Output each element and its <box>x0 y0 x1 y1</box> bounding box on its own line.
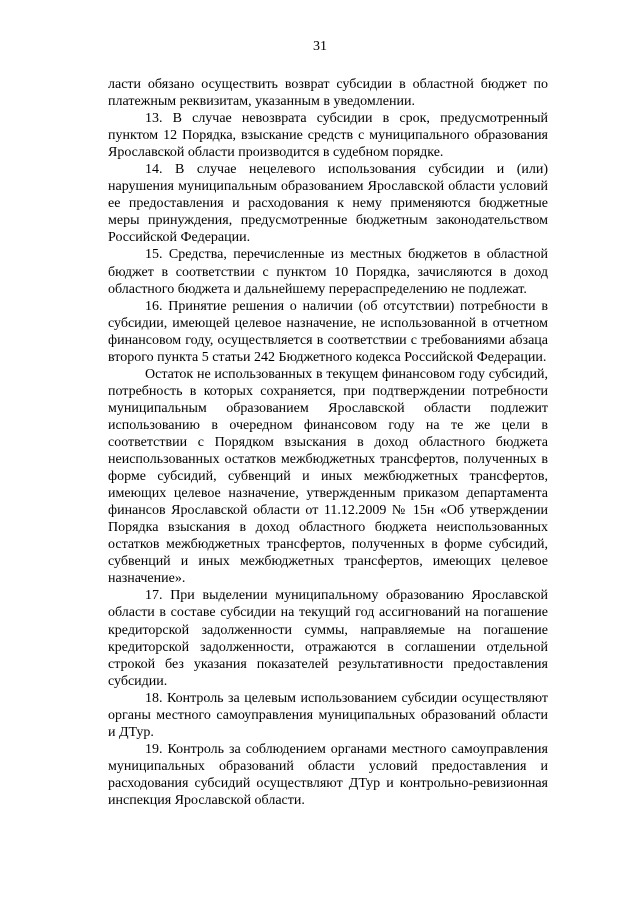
paragraph: 19. Контроль за соблюдением органами местного самоуправления муниципальных образований области условий предоставления и расходования субсидий осуществляют ДТур и контрольно-ревизионная инспекция Ярославской области. <box>108 741 548 808</box>
paragraph: 14. В случае нецелевого использования субсидии и (или) нарушения муниципальным образованием Ярославской области условий ее предоставления и расходования к нему применяются бюджетные меры принуждения, предусмотренные бюджетным законодательством Российской Федерации. <box>108 162 548 246</box>
paragraph: 13. В случае невозврата субсидии в срок, предусмотренный пунктом 12 Порядка, взыскание средств с муниципального образования Ярославской области производится в судебном порядке. <box>108 111 548 161</box>
paragraph: Остаток не использованных в текущем финансовом году субсидий, потребность в которых сохраняется, при подтверждении потребности муниципальным образованием Ярославской области подлежит использованию в очередном финансовом году на те же цели в соответствии с Порядком взыскания в доход областного бюджета неиспользованных остатков межбюджетных трансфертов, полученных в форме субсидий, субвенций и иных межбюджетных трансфертов, имеющих целевое назначение, утвержденным приказом департамента финансов Ярославской области от 11.12.2009 № 15н «Об утверждении Порядка взыскания в доход областного бюджета неиспользованных остатков межбюджетных трансфертов, полученных в форме субсидий, субвенций и иных межбюджетных трансфертов, имеющих целевое назначение». <box>108 366 548 587</box>
page-number: 31 <box>313 39 327 54</box>
document-body <box>108 76 548 809</box>
paragraph: 16. Принятие решения о наличии (об отсутствии) потребности в субсидии, имеющей целевое назначение, не использованной в отчетном финансовом году, осуществляется в соответствии с требованиями абзаца второго пункта 5 статьи 242 Бюджетного кодекса Российской Федерации. <box>108 298 548 365</box>
paragraph: ласти обязано осуществить возврат субсидии в областной бюджет по платежным реквизитам, указанным в уведомлении. <box>108 77 548 110</box>
paragraph: 15. Средства, перечисленные из местных бюджетов в областной бюджет в соответствии с пунктом 10 Порядка, зачисляются в доход областного бюджета и дальнейшему перераспределению не подлежат. <box>108 247 548 297</box>
paragraph: 18. Контроль за целевым использованием субсидии осуществляют органы местного самоуправления муниципальных образований области и ДТур. <box>108 690 548 740</box>
paragraph: 17. При выделении муниципальному образованию Ярославской области в составе субсидии на текущий год ассигнований на погашение кредиторской задолженности суммы, направляемые на погашение кредиторской задолженности, отражаются в соглашении отдельной строкой без указания показателей результативности предоставления субсидии. <box>108 588 548 689</box>
